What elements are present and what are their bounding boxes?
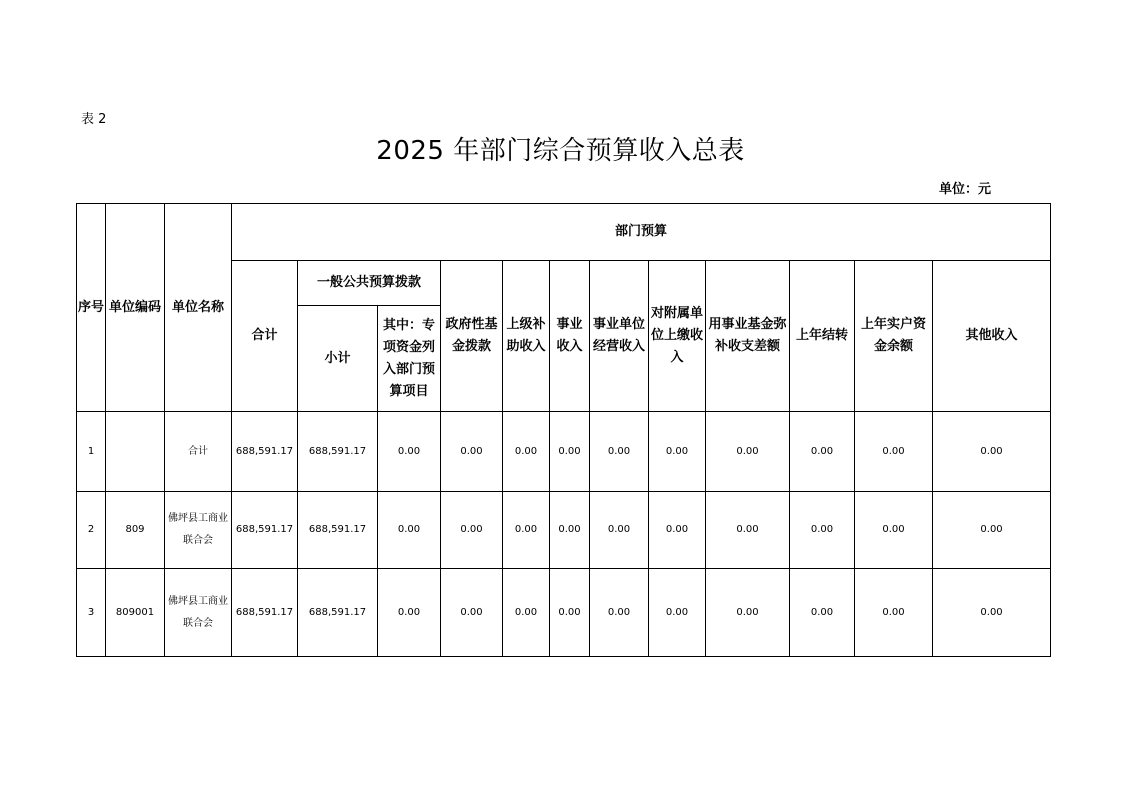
cell-carryover: 0.00 — [790, 412, 855, 492]
cell-balance: 0.00 — [855, 569, 933, 657]
cell-other: 0.00 — [933, 492, 1051, 569]
table-row — [77, 492, 1051, 569]
cell-affiliated: 0.00 — [649, 492, 706, 569]
cell-operation: 0.00 — [590, 412, 649, 492]
cell-subtotal: 688,591.17 — [298, 569, 378, 657]
cell-other: 0.00 — [933, 569, 1051, 657]
header-other: 其他收入 — [933, 261, 1051, 412]
header-subtotal: 小计 — [298, 306, 378, 412]
cell-seq: 3 — [77, 569, 106, 657]
header-general: 一般公共预算拨款 — [298, 261, 441, 306]
header-balance: 上年实户资金余额 — [855, 261, 933, 412]
cell-name: 佛坪县工商业联合会 — [165, 569, 232, 657]
page-title: 2025 年部门综合预算收入总表 — [376, 136, 745, 166]
header-total: 合计 — [232, 261, 298, 412]
cell-total: 688,591.17 — [232, 412, 298, 492]
cell-balance: 0.00 — [855, 492, 933, 569]
cell-seq: 2 — [77, 492, 106, 569]
cell-gov-fund: 0.00 — [441, 412, 503, 492]
cell-operation: 0.00 — [590, 569, 649, 657]
header-code: 单位编码 — [106, 204, 165, 412]
cell-business: 0.00 — [550, 412, 590, 492]
cell-carryover: 0.00 — [790, 569, 855, 657]
cell-subtotal: 688,591.17 — [298, 412, 378, 492]
header-name: 单位名称 — [165, 204, 232, 412]
table-number: 表 2 — [81, 112, 107, 127]
header-carryover: 上年结转 — [790, 261, 855, 412]
cell-balance: 0.00 — [855, 412, 933, 492]
cell-total: 688,591.17 — [232, 569, 298, 657]
cell-business: 0.00 — [550, 492, 590, 569]
cell-name: 佛坪县工商业联合会 — [165, 492, 232, 569]
cell-subtotal: 688,591.17 — [298, 492, 378, 569]
cell-code: 809 — [106, 492, 165, 569]
cell-seq: 1 — [77, 412, 106, 492]
cell-affiliated: 0.00 — [649, 412, 706, 492]
cell-affiliated: 0.00 — [649, 569, 706, 657]
cell-business: 0.00 — [550, 569, 590, 657]
header-superior: 上级补助收入 — [503, 261, 550, 412]
cell-special: 0.00 — [378, 492, 441, 569]
cell-other: 0.00 — [933, 412, 1051, 492]
cell-gov-fund: 0.00 — [441, 492, 503, 569]
cell-fund-offset: 0.00 — [706, 412, 790, 492]
unit-label: 单位：元 — [939, 182, 992, 197]
cell-fund-offset: 0.00 — [706, 569, 790, 657]
cell-superior: 0.00 — [503, 492, 550, 569]
cell-code — [106, 412, 165, 492]
cell-fund-offset: 0.00 — [706, 492, 790, 569]
cell-code: 809001 — [106, 569, 165, 657]
cell-name: 合计 — [165, 412, 232, 492]
cell-carryover: 0.00 — [790, 492, 855, 569]
cell-operation: 0.00 — [590, 492, 649, 569]
cell-special: 0.00 — [378, 569, 441, 657]
header-affiliated: 对附属单位上缴收入 — [649, 261, 706, 412]
header-business: 事业收入 — [550, 261, 590, 412]
cell-total: 688,591.17 — [232, 492, 298, 569]
header-fund-offset: 用事业基金弥补收支差额 — [706, 261, 790, 412]
cell-gov-fund: 0.00 — [441, 569, 503, 657]
cell-superior: 0.00 — [503, 569, 550, 657]
header-dept-budget: 部门预算 — [232, 204, 1051, 261]
header-gov-fund: 政府性基金拨款 — [441, 261, 503, 412]
header-seq: 序号 — [77, 204, 106, 412]
cell-special: 0.00 — [378, 412, 441, 492]
budget-table — [76, 203, 1051, 657]
header-special: 其中：专项资金列入部门预算项目 — [378, 306, 441, 412]
cell-superior: 0.00 — [503, 412, 550, 492]
table-row — [77, 412, 1051, 492]
table-row — [77, 569, 1051, 657]
header-operation: 事业单位经营收入 — [590, 261, 649, 412]
